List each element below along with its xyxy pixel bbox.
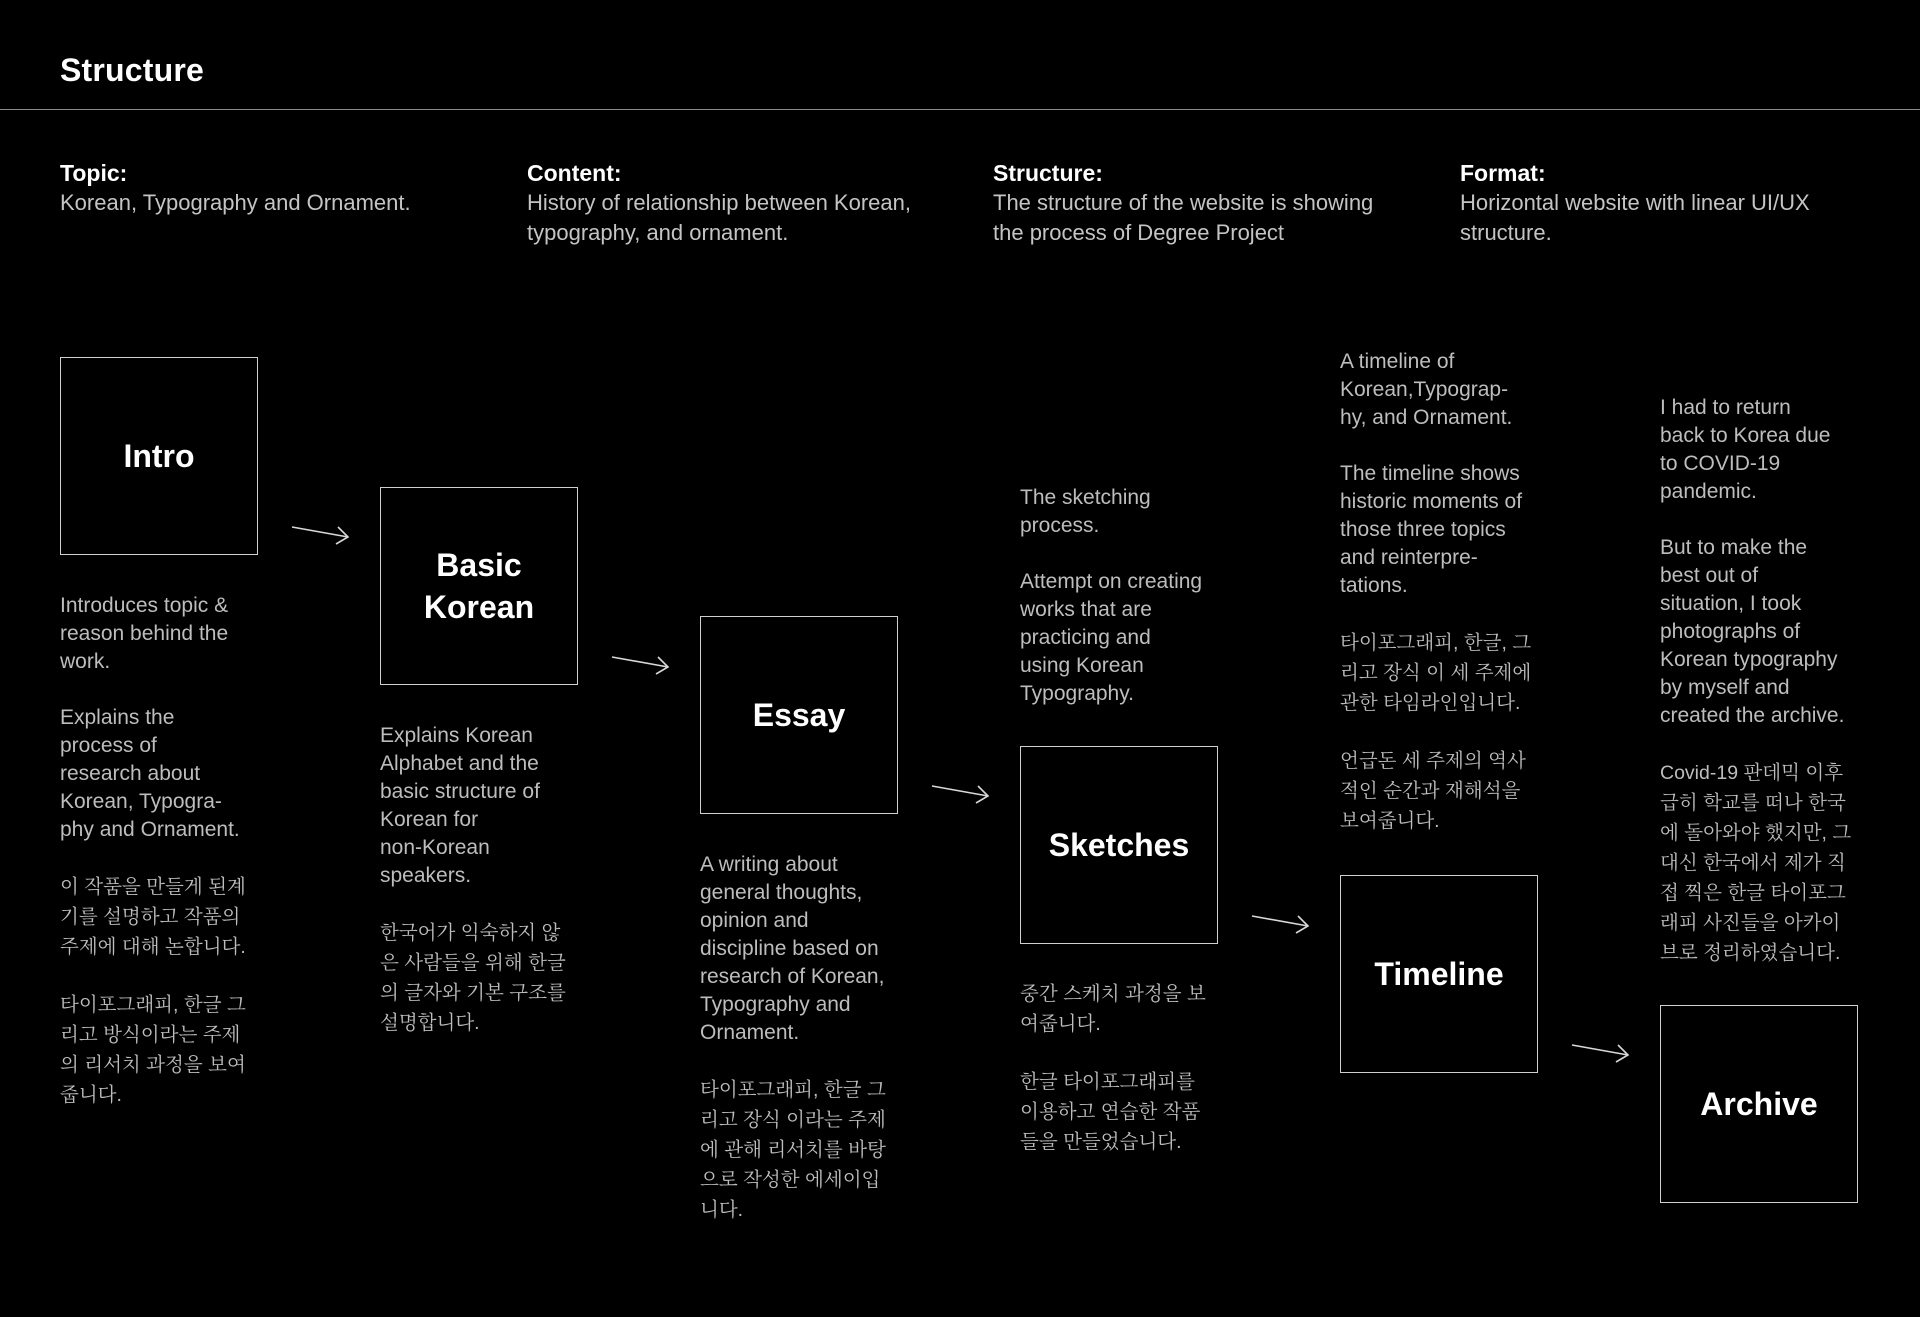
- description-paragraph-korean: 한글 타이포그래피를 이용하고 연습한 작품 들을 만들었습니다.: [1020, 1071, 1201, 1153]
- description-paragraph-korean: 이 작품을 만들게 된계 기를 설명하고 작품의 주제에 대해 논합니다.: [60, 876, 246, 958]
- meta-label: Structure:: [993, 160, 1103, 186]
- step-description-sketches-bottom: [1020, 979, 1260, 1185]
- description-paragraph: A writing about general thoughts, opinion and discipline based on research of Korean, Typography and Ornament.: [700, 853, 885, 1044]
- description-paragraph: Explains the process of research about Korean, Typogra- phy and Ornament.: [60, 706, 240, 841]
- step-description-timeline: [1340, 348, 1580, 864]
- description-paragraph: But to make the best out of situation, I took photographs of Korean typography by myself and created the archive.: [1660, 536, 1845, 727]
- step-description-essay: [700, 851, 940, 1253]
- meta-topic: [60, 158, 480, 218]
- arrow-right-icon: [1250, 910, 1314, 940]
- meta-label: Topic:: [60, 160, 128, 186]
- description-paragraph-korean: 한국어가 익숙하지 않 은 사람들을 위해 한글 의 글자와 기본 구조를 설명합니다.: [380, 922, 566, 1034]
- meta-content: [527, 158, 947, 248]
- meta-text: Korean, Typography and Ornament.: [60, 190, 411, 215]
- description-paragraph: The sketching process.: [1020, 486, 1151, 537]
- header-divider: [0, 109, 1920, 110]
- description-paragraph: I had to return back to Korea due to COVID-19 pandemic.: [1660, 396, 1831, 503]
- meta-text: Horizontal website with linear UI/UX structure.: [1460, 190, 1810, 245]
- step-box-intro: Intro: [60, 357, 258, 555]
- description-paragraph: Introduces topic & reason behind the work.: [60, 594, 229, 673]
- arrow-right-icon: [610, 651, 674, 681]
- description-paragraph: A timeline of Korean,Typograp- hy, and Ornament.: [1340, 350, 1513, 429]
- meta-text: History of relationship between Korean, typography, and ornament.: [527, 190, 911, 245]
- step-description-sketches-top: [1020, 484, 1260, 736]
- arrow-right-icon: [930, 780, 994, 810]
- description-paragraph-korean: 언급돈 세 주제의 역사 적인 순간과 재해석을 보여줍니다.: [1340, 750, 1526, 832]
- arrow-right-icon: [290, 521, 354, 551]
- description-paragraph-korean: 타이포그래피, 한글 그 리고 방식이라는 주제 의 리서치 과정을 보여 줍니다.: [60, 994, 246, 1106]
- description-paragraph-korean: Covid-19 판데믹 이후 급히 학교를 떠나 한국 에 돌아와야 했지만, 그 대신 한국에서 제가 직 접 찍은 한글 타이포그 래피 사진들을 아카이 브로 정리하였습니다.: [1660, 762, 1852, 964]
- step-description-intro: [60, 592, 300, 1138]
- description-paragraph-korean: 타이포그래피, 한글 그 리고 장식 이라는 주제 에 관해 리서치를 바탕 으로 작성한 에세이입 니다.: [700, 1079, 886, 1221]
- description-paragraph: Explains Korean Alphabet and the basic structure of Korean for non-Korean speakers.: [380, 724, 540, 887]
- description-paragraph: The timeline shows historic moments of those three topics and reinterpre- tations.: [1340, 462, 1523, 597]
- meta-label: Content:: [527, 160, 622, 186]
- step-box-sketches: Sketches: [1020, 746, 1218, 944]
- meta-format: [1460, 158, 1880, 248]
- meta-label: Format:: [1460, 160, 1546, 186]
- step-box-timeline: Timeline: [1340, 875, 1538, 1073]
- arrow-right-icon: [1570, 1039, 1634, 1069]
- description-paragraph: Attempt on creating works that are practicing and using Korean Typography.: [1020, 570, 1203, 705]
- page-title: Structure: [60, 52, 205, 88]
- step-description-archive: [1660, 394, 1900, 996]
- step-box-basic-korean: Basic Korean: [380, 487, 578, 685]
- step-description-basic-korean: [380, 722, 620, 1066]
- meta-text: The structure of the website is showing the process of Degree Project: [993, 190, 1374, 245]
- meta-structure: [993, 158, 1413, 248]
- step-box-essay: Essay: [700, 616, 898, 814]
- description-paragraph-korean: 타이포그래피, 한글, 그 리고 장식 이 세 주제에 관한 타임라인입니다.: [1340, 632, 1532, 714]
- description-paragraph-korean: 중간 스케치 과정을 보 여줍니다.: [1020, 983, 1206, 1035]
- step-box-archive: Archive: [1660, 1005, 1858, 1203]
